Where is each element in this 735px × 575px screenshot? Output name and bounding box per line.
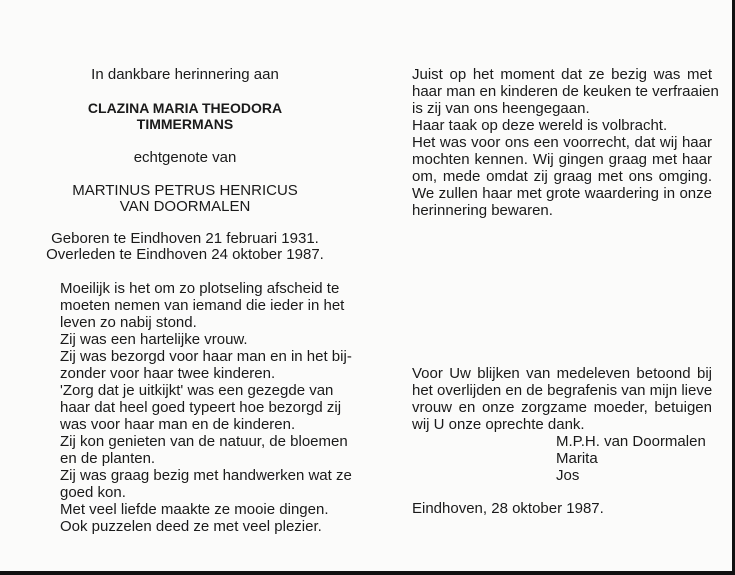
left-text-line: Zij was bezorgd voor haar man en in het bij-	[60, 348, 352, 365]
spouse-name-line2: VAN DOORMALEN	[119, 198, 251, 215]
left-text-line: Ook puzzelen deed ze met veel plezier.	[60, 518, 322, 535]
left-text-line: zonder voor haar twee kinderen.	[60, 365, 276, 382]
died-text: Overleden te Eindhoven 24 oktober 1987.	[46, 246, 324, 263]
left-text-line: Zij was een hartelijke vrouw.	[60, 331, 248, 348]
born-text: Geboren te Eindhoven 21 februari 1931.	[51, 230, 319, 247]
right-text-line: is zij van ons heengegaan.	[412, 100, 590, 117]
right-text-line: mochten kennen. Wij gingen graag met haar	[412, 151, 712, 168]
left-text-line: 'Zorg dat je uitkijkt' was een gezegde van	[60, 382, 334, 399]
right-text-line: Het was voor ons een voorrecht, dat wij haar	[412, 134, 712, 151]
signature-name: Marita	[556, 450, 598, 467]
right-text-line: Juist op het moment dat ze bezig was met	[412, 66, 712, 83]
deceased-name-line2: TIMMERMANS	[136, 116, 234, 132]
signature-name: M.P.H. van Doormalen	[556, 433, 706, 450]
right-text-line: Haar taak op deze wereld is volbracht.	[412, 117, 668, 134]
left-text-line: leven zo nabij stond.	[60, 314, 197, 331]
right-text-line: haar man en kinderen de keuken te verfraaien	[412, 83, 719, 100]
left-text-line: haar dat heel goed typeert hoe bezorgd zij	[60, 399, 342, 416]
left-text-line: was voor haar man en de kinderen.	[60, 416, 296, 433]
signature-name: Jos	[556, 467, 580, 484]
left-text-line: moeten nemen van iemand die ieder in het	[60, 297, 345, 314]
left-text-line: en de planten.	[60, 450, 156, 467]
left-text-line: Zij was graag bezig met handwerken wat ze	[60, 467, 352, 484]
thanks-text-line: vrouw en onze zorgzame moeder, betuigen	[412, 399, 712, 416]
thanks-text-line: wij U onze oprechte dank.	[412, 416, 585, 433]
spouse-name-line1: MARTINUS PETRUS HENRICUS	[72, 182, 298, 199]
thanks-text-line: het overlijden en de begrafenis van mijn lieve	[412, 382, 713, 399]
deceased-name-line1: CLAZINA MARIA THEODORA	[87, 100, 283, 116]
left-text-line: Moeilijk is het om zo plotseling afscheid te	[60, 280, 340, 297]
right-text-line: We zullen haar met grote waardering in onze	[412, 185, 712, 202]
intro-text: In dankbare herinnering aan	[91, 66, 279, 83]
right-text-line: om, mede omdat zij graag met ons omging.	[412, 168, 712, 185]
place-date: Eindhoven, 28 oktober 1987.	[412, 500, 604, 517]
left-text-line: goed kon.	[60, 484, 126, 501]
right-text-line: herinnering bewaren.	[412, 202, 553, 219]
spouse-intro: echtgenote van	[133, 149, 237, 166]
thanks-text-line: Voor Uw blijken van medeleven betoond bij	[412, 365, 712, 382]
left-text-line: Zij kon genieten van de natuur, de bloemen	[60, 433, 348, 450]
left-text-line: Met veel liefde maakte ze mooie dingen.	[60, 501, 329, 518]
